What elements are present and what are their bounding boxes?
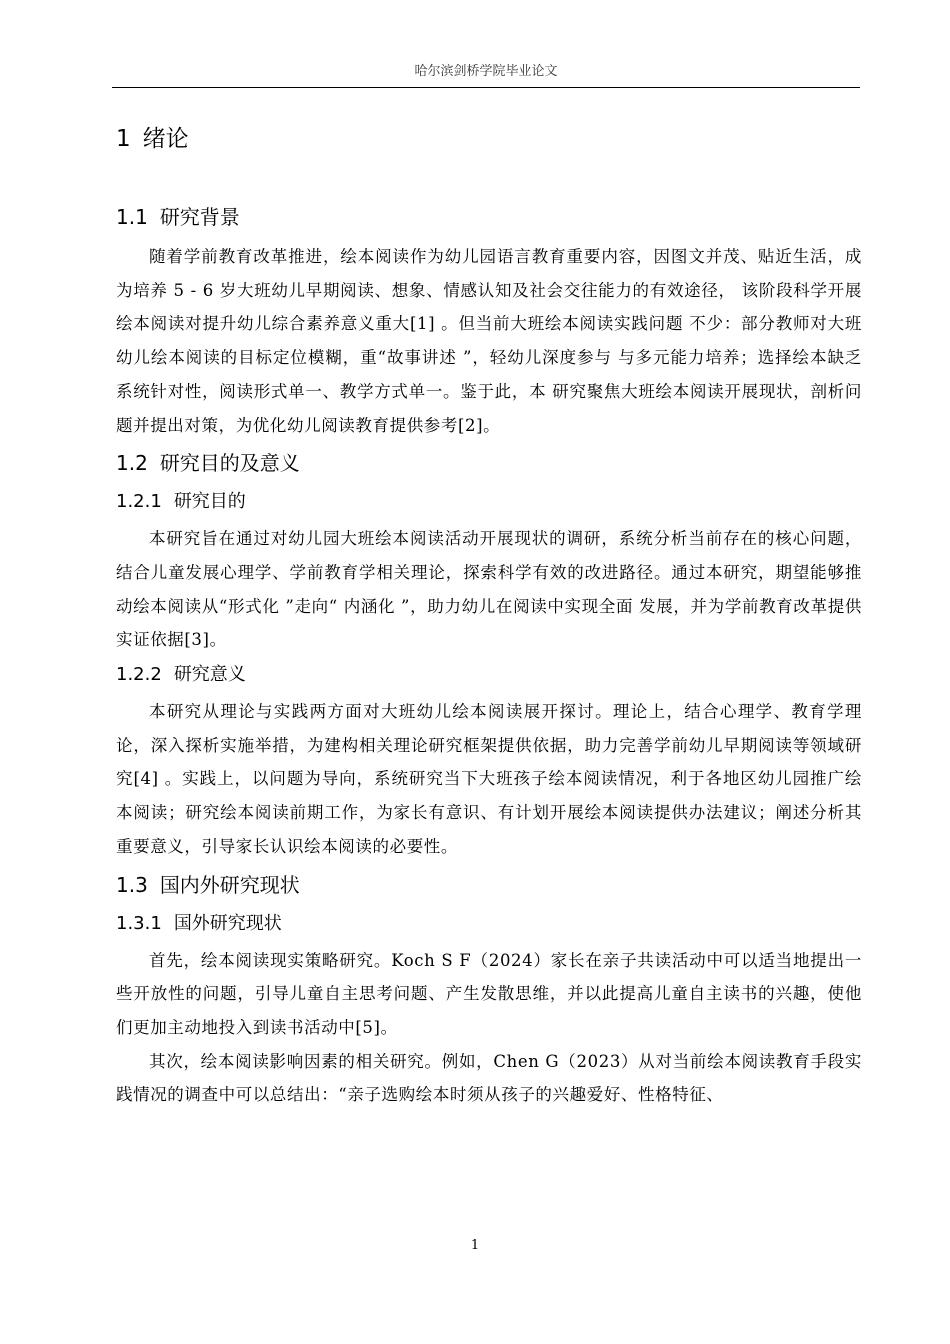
subsection-number: 1.2.1 bbox=[116, 491, 162, 513]
page-number: 1 bbox=[470, 1238, 480, 1253]
running-header: 哈尔滨剑桥学院毕业论文 bbox=[414, 64, 558, 79]
section-title: 国内外研究现状 bbox=[159, 872, 300, 897]
paragraph-foreign-research-2: 其次，绘本阅读影响因素的相关研究。例如，Chen G（2023）从对当前绘本阅读教育手段实践情况的调查中可以总结出：“亲子选购绘本时须从孩子的兴趣爱好、性格特征、 bbox=[116, 1051, 862, 1105]
subsection-title: 国外研究现状 bbox=[173, 912, 282, 934]
section-number: 1.3 bbox=[116, 872, 148, 897]
subsection-number: 1.3.1 bbox=[116, 912, 162, 934]
paragraph-significance: 本研究从理论与实践两方面对大班幼儿绘本阅读展开探讨。理论上，结合心理学、教育学理论，深入探析实施举措，为建构相关理论研究框架提供依据，助力完善学前幼儿早期阅读等领域研究[4] 。实践上，以问题为导向，系统研究当下大班孩子绘本阅读情况，利于各地区幼儿园推广绘本阅读；研究绘本阅读前期工作，为家长有意识、有计划开展绘本阅读提供办法建议；阐述分析其重要意义，引导家长认识绘本阅读的必要性。 bbox=[116, 702, 862, 856]
section-title: 研究目的及意义 bbox=[159, 451, 300, 476]
subsection-heading-1-3-1 bbox=[116, 906, 862, 942]
subsection-heading-1-2-1 bbox=[116, 484, 862, 520]
paragraph-foreign-research-1: 首先，绘本阅读现实策略研究。Koch S F（2024）家长在亲子共读活动中可以适当地提出一些开放性的问题，引导儿童自主思考问题、产生发散思维，并以此提高儿童自主读书的兴趣，使他们更加主动地投入到读书活动中[5]。 bbox=[116, 950, 862, 1037]
subsection-title: 研究意义 bbox=[173, 664, 246, 686]
section-heading-1-2 bbox=[116, 444, 862, 482]
section-heading-1-1 bbox=[116, 198, 862, 236]
section-number: 1.2 bbox=[116, 451, 148, 476]
section-heading-1-3 bbox=[116, 866, 862, 904]
chapter-heading bbox=[116, 118, 862, 160]
page-body bbox=[116, 118, 862, 1112]
subsection-title: 研究目的 bbox=[173, 491, 246, 513]
section-number: 1.1 bbox=[116, 205, 148, 229]
chapter-title: 绪论 bbox=[142, 126, 189, 152]
paragraph-purpose: 本研究旨在通过对幼儿园大班绘本阅读活动开展现状的调研，系统分析当前存在的核心问题，结合儿童发展心理学、学前教育学相关理论，探索科学有效的改进路径。通过本研究，期望能够推动绘本阅读从“形式化 ”走向“ 内涵化 ”，助力幼儿在阅读中实现全面 发展，并为学前教育改革提供实证依据[3]。 bbox=[116, 529, 862, 650]
paragraph-background: 随着学前教育改革推进，绘本阅读作为幼儿园语言教育重要内容，因图文并茂、贴近生活，成为培养 5 - 6 岁大班幼儿早期阅读、想象、情感认知及社会交往能力的有效途径， 该阶段科学开展绘本阅读对提升幼儿综合素养意义重大[1] 。但当前大班绘本阅读实践问题 不少：部分教师对大班幼儿绘本阅读的目标定位模糊，重“故事讲述 ”，轻幼儿深度参与 与多元能力培养；选择绘本缺乏系统针对性，阅读形式单一、教学方式单一。鉴于此，本 研究聚焦大班绘本阅读开展现状，剖析问题并提出对策，为优化幼儿阅读教育提供参考[2]。 bbox=[116, 247, 862, 435]
chapter-number: 1 bbox=[116, 126, 131, 152]
header-rule bbox=[112, 87, 860, 88]
section-title: 研究背景 bbox=[159, 205, 240, 229]
subsection-number: 1.2.2 bbox=[116, 664, 162, 686]
subsection-heading-1-2-2 bbox=[116, 657, 862, 693]
